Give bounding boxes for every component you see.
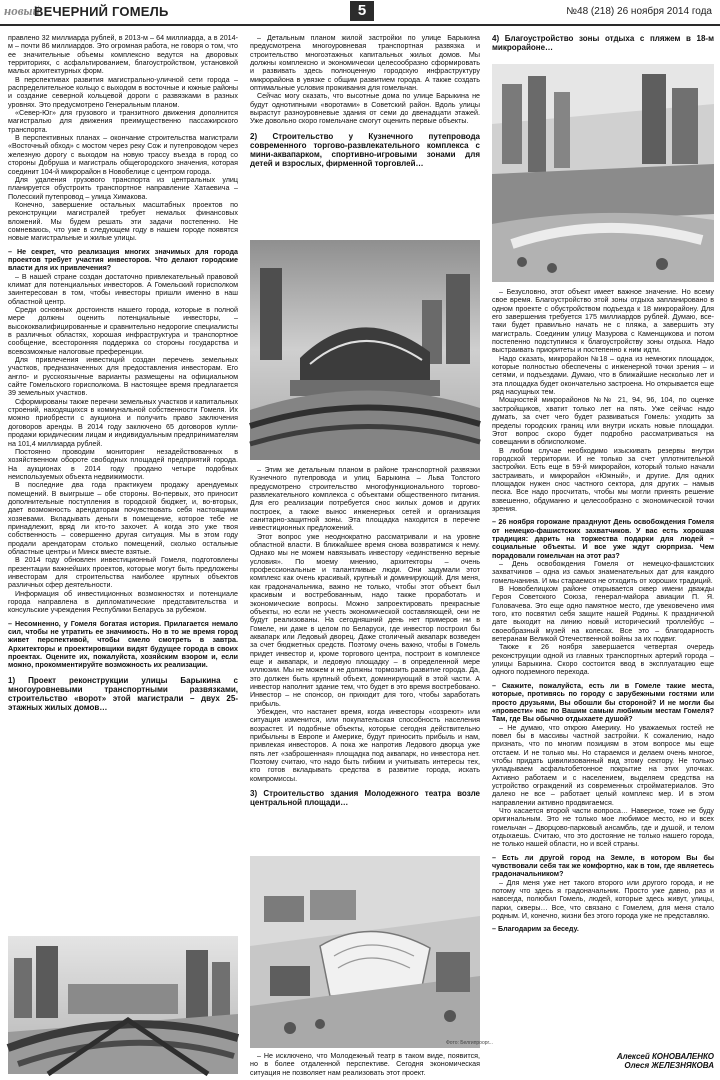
shopping-complex-illustration xyxy=(250,240,480,460)
paragraph: правлено 32 миллиарда рублей, в 2013-м – 64 миллиарда, а в 2014-м – почти 86 миллиардов. Это огромная работа, не говоря о том, что ее значительные объемы комплексно ведутся на дворовых территориях, с асфальтированием, благоустройством, установкой малых архитектурных форм. xyxy=(8,34,238,76)
paragraph: Для привлечения инвестиций создан перечень земельных участков, предназначенных для предоставления инвесторам. Его англо- и русскоязычные варианты размещены на официальном сайте Гомельского горисполкома. В настоящее время предлагается 39 земельных участков. xyxy=(8,356,238,398)
youth-theatre-illustration xyxy=(250,856,493,1048)
project-heading: 4) Благоустройство зоны отдыха с пляжем в 18-м микрорайоне… xyxy=(492,34,714,53)
paragraph: Конечно, завершение остальных масштабных проектов по реконструкции магистралей требует немалых финансовых вложений. Мы будем решать эти задачи постепенно. Не сомневаюсь, что уже в следующем году в нашем городе появятся новые магистральные и жилые улицы. xyxy=(8,200,238,243)
paragraph: Мощностей микрорайонов №№ 21, 94, 96, 104, по оценке застройщиков, хватит только лет на пять. Уже сейчас надо думать, за счет чего будет развиваться Гомель: уходить за пределы городских границ или внутри искать новые площадки. Этот вопрос скоро будет подробно рассматриваться на совещании в облисполкоме. xyxy=(492,396,714,447)
author-name: Алексей КОНОВАЛЕНКО xyxy=(616,1052,714,1061)
author-signature xyxy=(617,1052,714,1071)
paragraph: – Этим же детальным планом в районе транспортной развязки Кузнечного путепровода и улиц Барыкина – Льва Толстого предусмотрено строительство многофункционального торгово-развлекательного комплекса с объектами общественного питания. Для его реализации потребуется снос жилых домов и других построек, а также вынос инженерных сетей и организация санитарно-защитной зоны. Эта площадка находится в перечне инвестиционных предложений. xyxy=(250,466,480,533)
paragraph: Сейчас могу сказать, что высотные дома по улице Барыкина не будут однотипными «воротами» в Советский район. Вдоль улицы вырастут разноуровневые здания от семи до двенадцати этажей. Уже довольно скоро гомельчане смогут оценить первые объекты. xyxy=(250,92,480,126)
masthead xyxy=(0,0,720,26)
newspaper-logo-word: новый xyxy=(4,3,40,18)
paragraph: – Не исключено, что Молодежный театр в таком виде, появится, но в более отдаленной перспективе. Сегодня экономическая ситуация не позволяет нам реализовать этот проект. xyxy=(250,1052,480,1077)
column-2-end xyxy=(250,1052,480,1077)
shopping-complex-rendering-image xyxy=(250,240,480,460)
column-2 xyxy=(250,34,480,173)
paragraph: – Безусловно, этот объект имеет важное значение. Но всему свое время. Благоустройство этой зоны отдыха запланировано в одном проекте с обустройством подъезда к 18 микрорайону. Для его завершения требуется 175 миллиардов рублей. Думаю, все-таки будет правильно начать не с пляжа, а завершить эту магистраль. Соединим улицу Мазурова с Каменщикова и потом постепенно подступимся к благоустройству зоны отдыха. Надо выстраивать приоритеты и постепенно к ним идти. xyxy=(492,288,714,355)
paragraph: – Детальным планом жилой застройки по улице Барыкина предусмотрена многоуровневая транспортная развязка и строительство многоэтажных капитальных жилых домов. Мы должны комплексно и экономически целесообразно сформировать и развивать здесь полноценную городскую инфраструктуру микрорайона в увязке с общим развитием города. А также создать оптимальные условия проживания для гомельчан. xyxy=(250,34,480,93)
paragraph: Информация об инвестиционных возможностях и потенциале города направлена в дипломатические представительства и консульские учреждения Республики Беларусь за рубежом. xyxy=(8,589,238,615)
issue-info: №48 (218) 26 ноября 2014 года xyxy=(566,6,712,17)
column-3-continued xyxy=(492,288,714,934)
paragraph: Убежден, что настанет время, когда инвесторы «созреют» или ситуация изменится, или покупательская способность населения возрастет. И подобные объекты, которые сегодня действительно прибыльны в Европе и Америке, будут приносить прибыль и нам, привлекая инвесторов. А пока же напротив Ледового дворца уже пять лет «заброшенная» площадка под аквапарк, но инвестора нет. Поэтому считаю, что надо быть гибким и учитывать интересы тех, кто готов вкладывать средства в развитие города, искать компромиссы. xyxy=(250,707,480,783)
paragraph: Постоянно проводим мониторинг незадействованных в хозяйственном обороте свободных площадей предприятий города. На аукционах в 2014 году продано четыре подобных неиспользуемых объекта недвижимости. xyxy=(8,447,238,481)
paragraph: Что касается второй части вопроса… Наверное, тоже не буду оригинальным. Это не только мое любимое место, но и всех гомельчан – Дворцово-парковый ансамбль, где и душой, и телом отдыхаешь. Считаю, что это достояние не только нашего города, не только нашей области, но и всей страны. xyxy=(492,806,714,849)
project-heading: 2) Строительство у Кузнечного путепровода современного торгово-развлекательного комплекса с мини-аквапарком, спортивно-игровыми зонами для детей и взрослых, фирменной торговлей… xyxy=(250,131,480,169)
city-render-illustration xyxy=(8,936,238,1074)
paragraph: «Север-Юг» для грузового и транзитного движения дополнится магистралью для движения преимущественно пассажирского транспорта. xyxy=(8,109,238,134)
paragraph: В 2014 году обновлен инвестиционный Гомеля, подготовлены презентации важнейших проектов, которые могут быть предложены инвесторам для строительства наиболее крупных объектов различных сфер деятельности. xyxy=(8,556,238,590)
paragraph: Сформированы также перечни земельных участков и капитальных строений, находящихся в коммунальной собственности Гомеля. Их можно приобрести с аукциона и получить право заключения договоров аренды. В 2014 году заключено 65 договоров купли-продажи юридическим лицам и индивидуальным предпринимателям на 101,4 миллиарда рублей. xyxy=(8,397,238,448)
paragraph: Среди основных достоинств нашего города, которые в полной мере должны оценить потенциальные инвесторы, – высококвалифицированные и сравнительно недорогие специалисты в различных областях, хорошая инфраструктура и транспортное сообщение, всесторонняя поддержка со стороны государства и всевозможные налоговые преференции. xyxy=(8,306,238,356)
project-heading: 1) Проект реконструкции улицы Барыкина с многоуровневыми транспортными развязками, строительство «ворот» этой магистрали – двух 25-этажных жилых домов… xyxy=(8,675,238,713)
beach-zone-rendering-image xyxy=(492,64,714,282)
interview-question: – Не секрет, что реализация многих значимых для города проектов требует участия инвесторов. Что делают городские власти для их привлечения? xyxy=(8,247,238,273)
paragraph: – Не думаю, что открою Америку. Но уважаемых гостей не повел бы в массивы частной застройки. К сожалению, надо признать, что по многим позициям в этом вопросе мы еще отстаем. И не только мы. Но стараемся и делаем очень многое, чтобы придать цивилизованный вид этому сектору. Не только укладываем асфальтобетонное покрытие на этих улочках. Активно работаем и с населением, выделяем средства на устройство ограждений из современных стройматериалов. Это далеко не все – работает целый комплекс мер. И в этом направлении активно продвигаемся. xyxy=(492,723,714,807)
paragraph: – Для меня уже нет такого второго или другого города, и не потому что здесь я градоначальник. Просто уже давно, раз и навсегда, полюбил Гомель, людей, которые здесь живут, улицы, парки, скверы… Все, что связано с Гомелем, для меня стало родным. И, конечно, жизни без этого города уже не представляю. xyxy=(492,878,714,921)
interview-question: – Скажите, пожалуйста, есть ли в Гомеле такие места, которые, противясь по городу с зарубежными гостями или просто друзьями, Вы обошли бы стороной? И не могли бы «провести» нас по Вашим самым любимым местам Гомеля? Там, где Вы обычно отдыхаете душой? xyxy=(492,681,714,724)
page-number: 5 xyxy=(350,1,374,21)
barykina-street-rendering-image xyxy=(8,936,238,1074)
interview-closing: – Благодарим за беседу. xyxy=(492,925,579,934)
paragraph: Надо сказать, микрорайон №18 – одна из немногих площадок, которые полностью обеспечены с инженерной точки зрения – и сетями, и подъездами. Думаю, что в ближайшие несколько лет и эта площадка будет окончательно застроена. Но открывается еще ряд насущных тем. xyxy=(492,354,714,397)
interview-question: – Несомненно, у Гомеля богатая история. Прилагается немало сил, чтобы не утратить ее значимость. Но в то же время город живет перспективой, чтобы смело смотреть в завтра. Архитекторы и проектировщики видят будущее города в своих проектах. Оцените их, пожалуйста, хозяйским взором и, если можно, прокомментируйте возможность их реализации. xyxy=(8,619,238,670)
photo-credit: Фото: Белгипроорг... xyxy=(446,1040,493,1046)
paragraph: В перспективах развития магистрально-уличной сети города – распределительное кольцо с выходом в восточные и южные районы и создание северной кольцевой дороги с развязками в разных уровнях. Это предусмотрено Генеральным планом. xyxy=(8,75,238,109)
paragraph: – День освобождения Гомеля от немецко-фашистских захватчиков – одна из самых знаменательных дат для каждого гомельчанина. И мы стараемся не отходить от хороших традиций. xyxy=(492,560,714,585)
column-1 xyxy=(8,34,238,717)
project-heading: 3) Строительство здания Молодежного театра возле центральной площади… xyxy=(250,789,480,808)
beach-zone-illustration xyxy=(492,64,714,282)
youth-theatre-rendering-image xyxy=(250,856,493,1048)
paragraph: Для удаления грузового транспорта из центральных улиц планируется обустроить транспортное направление Хатаевича – Полесский путепровод – улица Химакова. xyxy=(8,175,238,201)
paragraph: В последние два года практикуем продажу арендуемых помещений. В выигрыше – обе стороны. Во-первых, это приносит дополнительные поступления в городской бюджет, и, во-вторых, дает возможность арендаторам почувствовать себя настоящими хозяевами. Вкладывать деньги в помещение, которое тебе не принадлежит, вряд ли кто-то захочет. А когда это уже твоя собственность – совершенно другая ситуация. Мы в этом году продали арендаторам столько помещений, сколько остальные областные центры и Минск вместе взятые. xyxy=(8,481,238,556)
paragraph: В любом случае необходимо изыскивать резервы внутри городской территории. И не только за счет уплотнительной застройки. Есть еще в 59-й микрорайон, который только начали застраивать, и микрорайон «Южный», и другие. Для одних площадок нужен снос частного сектора, для других – намыв песка. Все надо просчитать, чтобы мы могли принять решение взвешенно, обдуманно и целесообразно с экономической точки зрения. xyxy=(492,446,714,513)
interview-question: – Есть ли другой город на Земле, в котором Вы бы чувствовали себя так же комфортно, как в том, где являетесь градоначальником? xyxy=(492,853,714,879)
paragraph: В Новобелицком районе открывается сквер имени дважды Героя Советского Союза, генерал-майора авиации П. Я. Головачева. Это еще одно памятное место, где увековечено имя того, кто посвятил себя защите нашей Родины. К праздничной дате выходит на линию новый исторический троллейбус – своеобразный музей на колесах. Все это – благодарность ветеранам Великой Отечественной войны за их подвиг. xyxy=(492,585,714,644)
interview-question: – 26 ноября горожане празднуют День освобождения Гомеля от немецко-фашистских захватчиков. У вас есть хорошая традиция: дарить на торжества подарки для людей – социальные объекты. И все уже ждут сюрприза. Чем порадовали гомельчан на этот раз? xyxy=(492,518,714,560)
paragraph: Также к 26 ноября завершается четвертая очередь реконструкции одной из главных транспортных артерий города – улицы Барыкина. Скоро состоится ввод в эксплуатацию еще одного подземного перехода. xyxy=(492,643,714,677)
paragraph: Этот вопрос уже неоднократно рассматривали и на уровне областной власти. В ближайшее время снова возвратимся к нему. Однако мы не можем навязывать инвестору «единственно верные условия». По моему мнению, архитекторы – очень профессиональные и талантливые люди. Они задумали этот комплекс как очень красивый, крупный и доминирующий. Для меня, как градоначальника, важно не только, чтобы этот объект был красивым и востребованным, надо также проработать и экономические вопросы. Можно запроектировать прекрасные объекты, но если не учесть экономической составляющей, они не будут реализованы. На сегодняшний день нет примеров ни в Гомеле, ни даже в целом по Беларуси, где инвестор построил бы аквапарк или Ледовый дворец. Даже столичный аквапарк возведен за счет бюджетных средств. Поэтому очень важно, чтобы в Гомель придет инвестор и, кроме торгового центра, построит в комплексе еще и аквапарк, и ледовую площадку – в определенной мере иллюзии. Мы не можем и не должны тормозить развитие города. Да, это должен быть крупный объект, доминирующий в этой части. А инвестор наполнит здание тем, что будет в это время востребовано. Инвестор – не спонсор, он приходит для того, чтобы заработать прибыль. xyxy=(250,532,480,708)
paragraph: В перспективных планах – окончание строительства магистрали «Восточный обход» с мостом через реку Сож и путепроводом через железную дорогу с выходом на новую трассу въезда в город со стороны Добруша и магистраль общегородского значения, которая соединит 104-й микрорайон в Новобелице с центром города. xyxy=(8,134,238,176)
author-name: Олеся ЖЕЛЕЗНЯКОВА xyxy=(624,1061,714,1071)
column-2-continued xyxy=(250,466,480,811)
paragraph: – В нашей стране создан достаточно привлекательный правовой климат для потенциальных инвесторов. А Гомельский горисполком заинтересован в том, чтобы инвесторы пришли именно в наш областной центр. xyxy=(8,272,238,306)
column-3 xyxy=(492,34,714,56)
newspaper-name: ВЕЧЕРНИЙ ГОМЕЛЬ xyxy=(34,4,169,19)
